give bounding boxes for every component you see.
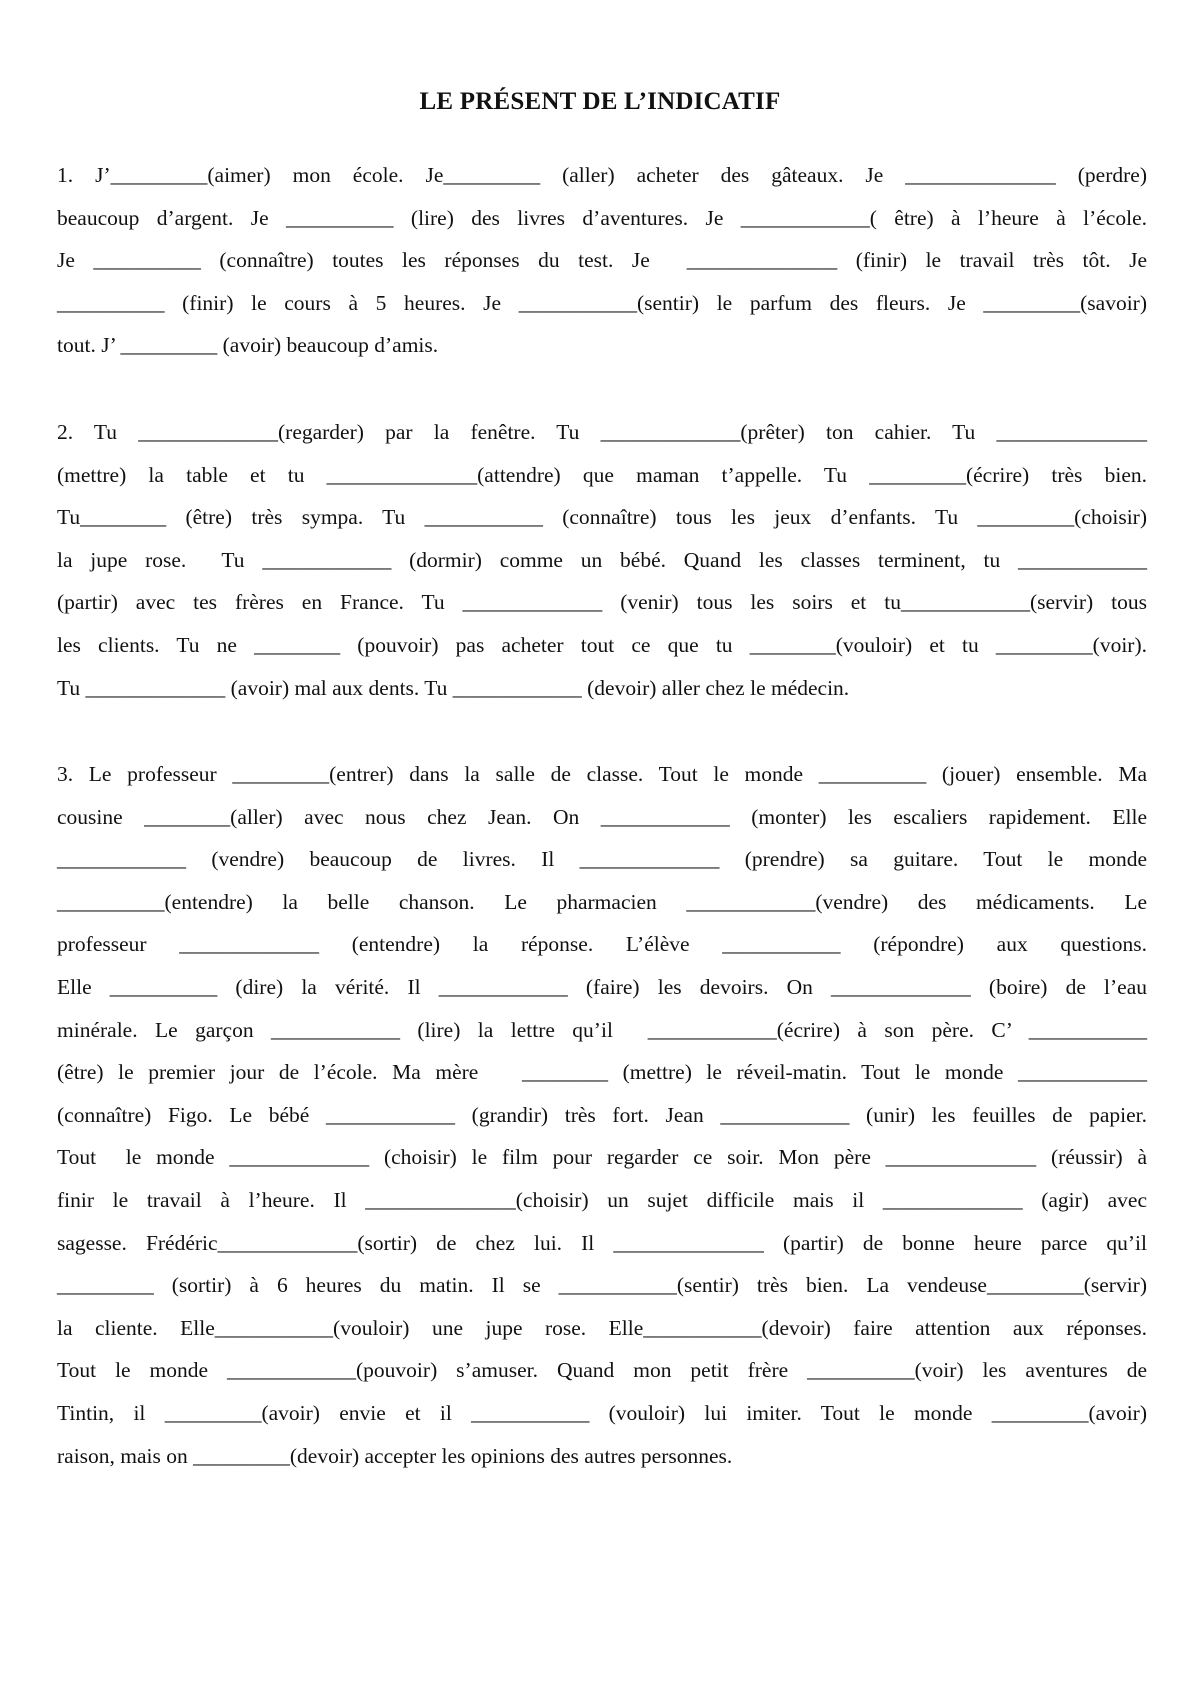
exercise-line: (mettre) la table et tu ______________(attendre) que maman t’appelle. Tu _________(écrire) très bien. xyxy=(57,462,1147,487)
exercise-line: la jupe rose. Tu ____________ (dormir) comme un bébé. Quand les classes terminent, tu ____________ xyxy=(57,547,1147,572)
exercise-line: finir le travail à l’heure. Il ______________(choisir) un sujet difficile mais il _____________ (agir) avec xyxy=(57,1187,1147,1212)
exercise-line: __________(entendre) la belle chanson. Le pharmacien ____________(vendre) des médicaments. Le xyxy=(57,889,1147,914)
exercise-line: 2. Tu _____________(regarder) par la fenêtre. Tu _____________(prêter) ton cahier. Tu ______________ xyxy=(57,420,1147,444)
exercise-line: ____________ (vendre) beaucoup de livres. Il _____________ (prendre) sa guitare. Tout le monde xyxy=(57,847,1147,872)
exercise-line: Elle __________ (dire) la vérité. Il ____________ (faire) les devoirs. On _____________ (boire) de l’eau xyxy=(57,974,1147,999)
exercise-line: professeur _____________ (entendre) la réponse. L’élève ___________ (répondre) aux questions. xyxy=(57,932,1147,957)
exercise-line: Tout le monde ____________(pouvoir) s’amuser. Quand mon petit frère __________(voir) les aventures de xyxy=(57,1358,1147,1383)
exercise-line: Tu _____________ (avoir) mal aux dents. Tu ____________ (devoir) aller chez le médecin. xyxy=(57,675,850,700)
exercise-line: Je __________ (connaître) toutes les réponses du test. Je ______________ (finir) le travail très tôt. Je xyxy=(57,248,1147,273)
exercise-1 xyxy=(57,154,1147,367)
exercise-line: beaucoup d’argent. Je __________ (lire) des livres d’aventures. Je ____________( être) à l’heure à l’école. xyxy=(57,205,1147,230)
exercise-3 xyxy=(57,753,1147,1477)
exercise-line: 1. J’_________(aimer) mon école. Je_________ (aller) acheter des gâteaux. Je ______________ (perdre) xyxy=(57,163,1147,187)
exercise-line: cousine ________(aller) avec nous chez Jean. On ____________ (monter) les escaliers rapidement. Elle xyxy=(57,804,1147,829)
exercise-line: (partir) avec tes frères en France. Tu _____________ (venir) tous les soirs et tu____________(servir) tous xyxy=(57,590,1147,615)
exercise-line: __________ (finir) le cours à 5 heures. Je ___________(sentir) le parfum des fleurs. Je _________(savoir) xyxy=(57,290,1147,315)
page-title: LE PRÉSENT DE L’INDICATIF xyxy=(419,88,781,115)
exercise-line: la cliente. Elle___________(vouloir) une jupe rose. Elle___________(devoir) faire attention aux réponses. xyxy=(57,1315,1147,1340)
exercise-line: (être) le premier jour de l’école. Ma mère ________ (mettre) le réveil-matin. Tout le monde ____________ xyxy=(57,1060,1147,1085)
exercise-line: raison, mais on _________(devoir) accepter les opinions des autres personnes. xyxy=(57,1443,733,1468)
exercise-line: minérale. Le garçon ____________ (lire) la lettre qu’il ____________(écrire) à son père. C’ ___________ xyxy=(57,1017,1147,1042)
exercise-line: _________ (sortir) à 6 heures du matin. Il se ___________(sentir) très bien. La vendeuse_________(servir) xyxy=(57,1273,1147,1298)
exercise-line: Tintin, il _________(avoir) envie et il ___________ (vouloir) lui imiter. Tout le monde _________(avoir) xyxy=(57,1400,1147,1425)
exercise-line: les clients. Tu ne ________ (pouvoir) pas acheter tout ce que tu ________(vouloir) et tu _________(voir). xyxy=(57,632,1147,657)
exercise-line: sagesse. Frédéric_____________(sortir) de chez lui. Il ______________ (partir) de bonne heure parce qu’il xyxy=(57,1230,1147,1255)
exercise-line: tout. J’ _________ (avoir) beaucoup d’amis. xyxy=(57,333,439,358)
exercise-line: Tu________ (être) très sympa. Tu ___________ (connaître) tous les jeux d’enfants. Tu _________(choisir) xyxy=(57,505,1147,530)
exercise-line: 3. Le professeur _________(entrer) dans la salle de classe. Tout le monde __________ (jouer) ensemble. Ma xyxy=(57,762,1147,786)
exercise-line: Tout le monde _____________ (choisir) le film pour regarder ce soir. Mon père ______________ (réussir) à xyxy=(57,1145,1147,1170)
exercise-2 xyxy=(57,411,1147,709)
exercise-line: (connaître) Figo. Le bébé ____________ (grandir) très fort. Jean ____________ (unir) les feuilles de papier. xyxy=(57,1102,1147,1127)
